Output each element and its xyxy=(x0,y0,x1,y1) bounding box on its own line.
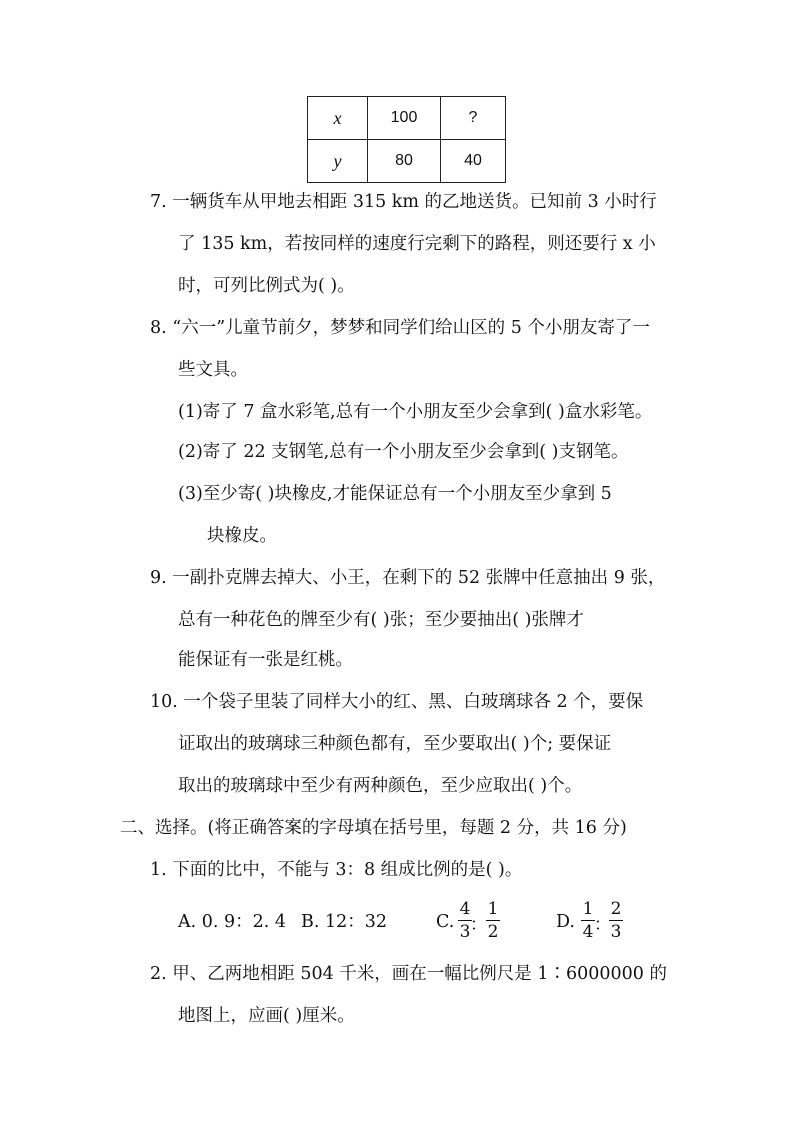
denominator: 2 xyxy=(487,922,499,942)
q10-line-2: 证取出的玻璃球三种颜色都有，至少要取出( )个; 要保证 xyxy=(178,734,612,754)
q10-line-3: 取出的玻璃球中至少有两种颜色，至少应取出( )个。 xyxy=(178,776,583,796)
numerator: 1 xyxy=(582,899,594,919)
numerator: 2 xyxy=(610,899,622,919)
table-cell: 100 xyxy=(368,97,441,140)
choice-1-option-a: A. 0. 9：2. 4 xyxy=(178,912,287,932)
table-cell: ? xyxy=(441,97,506,140)
q10-line-1: 10. 一个袋子里装了同样大小的红、黑、白玻璃球各 2 个，要保 xyxy=(150,692,644,712)
numerator: 4 xyxy=(459,899,471,919)
q8-sub-1: (1)寄了 7 盒水彩笔,总有一个小朋友至少会拿到( )盒水彩笔。 xyxy=(178,402,653,422)
q9-line-2: 总有一种花色的牌至少有( )张；至少要抽出( )张牌才 xyxy=(178,610,584,630)
q7-line-2: 了 135 km，若按同样的速度行完剩下的路程，则还要行 x 小 xyxy=(178,234,656,254)
choice-2-line-2: 地图上，应画( )厘米。 xyxy=(178,1006,355,1026)
denominator: 4 xyxy=(582,922,594,942)
table-cell: y xyxy=(308,140,368,183)
choice-2-line-1: 2. 甲、乙两地相距 504 千米，画在一幅比例尺是 1∶6000000 的 xyxy=(150,964,667,984)
q8-line-1: 8. “六一”儿童节前夕，梦梦和同学们给山区的 5 个小朋友寄了一 xyxy=(150,318,650,338)
table-cell: 40 xyxy=(441,140,506,183)
fraction xyxy=(609,899,623,942)
denominator: 3 xyxy=(459,922,471,942)
q9-line-1: 9. 一副扑克牌去掉大、小王，在剩下的 52 张牌中任意抽出 9 张， xyxy=(150,568,666,588)
denominator: 3 xyxy=(610,922,622,942)
q8-line-2: 些文具。 xyxy=(178,360,248,380)
choice-1-question: 1. 下面的比中，不能与 3：8 组成比例的是( )。 xyxy=(150,860,523,880)
q9-line-3: 能保证有一张是红桃。 xyxy=(178,650,353,670)
xy-value-table xyxy=(307,96,506,183)
table-cell: x xyxy=(308,97,368,140)
table-row xyxy=(308,97,506,140)
table-cell: 80 xyxy=(368,140,441,183)
fraction xyxy=(581,899,595,942)
numerator: 1 xyxy=(487,899,499,919)
choice-1-option-c-label: C. xyxy=(436,912,455,932)
choice-1-option-b: B. 12：32 xyxy=(301,912,388,932)
q8-sub-3b: 块橡皮。 xyxy=(207,526,277,546)
section-heading: 二、选择。(将正确答案的字母填在括号里，每题 2 分，共 16 分) xyxy=(120,818,627,838)
q8-sub-3a: (3)至少寄( )块橡皮,才能保证总有一个小朋友至少拿到 5 xyxy=(178,484,612,504)
choice-1-option-d-label: D. xyxy=(556,912,575,932)
ratio-colon: ： xyxy=(594,915,611,935)
q8-sub-2: (2)寄了 22 支钢笔,总有一个小朋友至少会拿到( )支钢笔。 xyxy=(178,442,629,462)
q7-line-3: 时，可列比例式为( )。 xyxy=(178,276,355,296)
q7-line-1: 7. 一辆货车从甲地去相距 315 km 的乙地送货。已知前 3 小时行 xyxy=(150,192,657,212)
ratio-colon: ： xyxy=(470,915,487,935)
table-row xyxy=(308,140,506,183)
fraction xyxy=(486,899,500,942)
